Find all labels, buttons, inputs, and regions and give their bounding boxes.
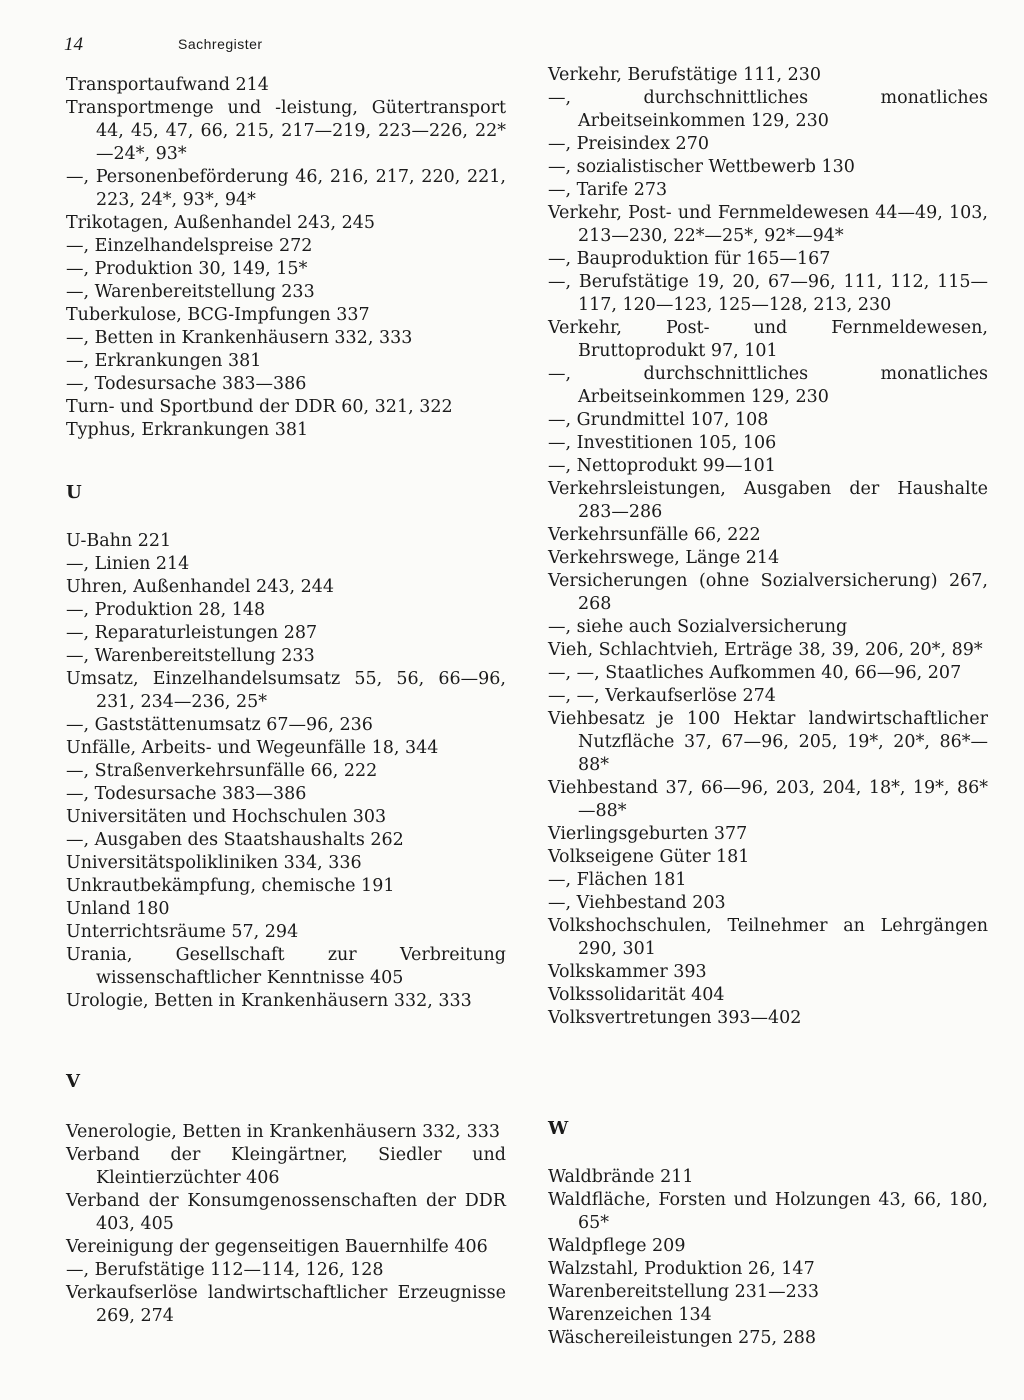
index-entry: —, siehe auch Sozialversicherung bbox=[548, 617, 848, 637]
index-entry: —, Tarife 273 bbox=[548, 180, 668, 200]
index-entry: Verkehrswege, Länge 214 bbox=[548, 548, 780, 568]
section-letter-v: V bbox=[66, 1071, 80, 1092]
index-entry: Vierlingsgeburten 377 bbox=[548, 824, 748, 844]
index-entry: Verkaufserlöse landwirtschaftlicher Erzeugnisse 269, 274 bbox=[66, 1283, 506, 1326]
index-entry: Trikotagen, Außenhandel 243, 245 bbox=[66, 213, 376, 233]
index-entry: —, Berufstätige 112—114, 126, 128 bbox=[66, 1260, 384, 1280]
index-block-w bbox=[548, 1166, 988, 1350]
index-entry: —, Erkrankungen 381 bbox=[66, 351, 262, 371]
index-entry: —, Betten in Krankenhäusern 332, 333 bbox=[66, 328, 413, 348]
index-entry: Warenbereitstellung 231—233 bbox=[548, 1282, 819, 1302]
index-entry: —, Investitionen 105, 106 bbox=[548, 433, 777, 453]
section-letter-u: U bbox=[66, 482, 82, 503]
index-entry: Waldpflege 209 bbox=[548, 1236, 686, 1256]
index-column-left bbox=[66, 74, 506, 1328]
index-entry: —, sozialistischer Wettbewerb 130 bbox=[548, 157, 855, 177]
index-entry: Verkehr, Berufstätige 111, 230 bbox=[548, 65, 822, 85]
index-entry: Turn- und Sportbund der DDR 60, 321, 322 bbox=[66, 397, 453, 417]
index-block-u bbox=[66, 530, 506, 1013]
index-entry: Venerologie, Betten in Krankenhäusern 332, 333 bbox=[66, 1122, 501, 1142]
index-entry: Uhren, Außenhandel 243, 244 bbox=[66, 577, 334, 597]
index-entry: Volkseigene Güter 181 bbox=[548, 847, 750, 867]
index-block-v bbox=[66, 1121, 506, 1328]
index-entry: Wäschereileistungen 275, 288 bbox=[548, 1328, 817, 1348]
index-entry: Unland 180 bbox=[66, 899, 170, 919]
index-entry: Walzstahl, Produktion 26, 147 bbox=[548, 1259, 815, 1279]
index-entry: —, Viehbestand 203 bbox=[548, 893, 726, 913]
index-entry: —, Flächen 181 bbox=[548, 870, 687, 890]
index-entry: —, Produktion 28, 148 bbox=[66, 600, 266, 620]
index-entry: Vereinigung der gegenseitigen Bauernhilfe 406 bbox=[66, 1237, 488, 1257]
index-entry: —, —, Staatliches Aufkommen 40, 66—96, 207 bbox=[548, 663, 962, 683]
index-entry: Viehbestand 37, 66—96, 203, 204, 18*, 19*, 86*—88* bbox=[548, 778, 988, 821]
index-entry: Unfälle, Arbeits- und Wegeunfälle 18, 344 bbox=[66, 738, 439, 758]
index-entry: —, Straßenverkehrsunfälle 66, 222 bbox=[66, 761, 378, 781]
index-entry: Unkrautbekämpfung, chemische 191 bbox=[66, 876, 395, 896]
index-entry: Verkehr, Post- und Fernmeldewesen, Bruttoprodukt 97, 101 bbox=[548, 318, 988, 361]
index-entry: Umsatz, Einzelhandelsumsatz 55, 56, 66—96, 231, 234—236, 25* bbox=[66, 669, 506, 712]
index-entry: U-Bahn 221 bbox=[66, 531, 172, 551]
index-entry: —, durchschnittliches monatliches Arbeitseinkommen 129, 230 bbox=[548, 88, 988, 131]
page-number: 14 bbox=[64, 34, 83, 55]
index-block-v-continued bbox=[548, 64, 988, 1030]
index-entry: —, —, Verkaufserlöse 274 bbox=[548, 686, 776, 706]
section-letter-w: W bbox=[548, 1118, 569, 1139]
running-head: Sachregister bbox=[178, 36, 263, 52]
index-entry: —, Produktion 30, 149, 15* bbox=[66, 259, 308, 279]
index-entry: Verband der Kleingärtner, Siedler und Kleintierzüchter 406 bbox=[66, 1145, 506, 1188]
index-entry: —, Grundmittel 107, 108 bbox=[548, 410, 769, 430]
index-entry: —, Linien 214 bbox=[66, 554, 190, 574]
index-entry: Volkssolidarität 404 bbox=[548, 985, 725, 1005]
index-entry: —, Todesursache 383—386 bbox=[66, 784, 307, 804]
index-entry: Urania, Gesellschaft zur Verbreitung wissenschaftlicher Kenntnisse 405 bbox=[66, 945, 506, 988]
index-entry: Transportaufwand 214 bbox=[66, 75, 269, 95]
index-entry: Typhus, Erkrankungen 381 bbox=[66, 420, 309, 440]
index-entry: Universitäten und Hochschulen 303 bbox=[66, 807, 387, 827]
index-entry: —, Todesursache 383—386 bbox=[66, 374, 307, 394]
index-entry: Unterrichtsräume 57, 294 bbox=[66, 922, 299, 942]
index-entry: Volksvertretungen 393—402 bbox=[548, 1008, 802, 1028]
index-entry: —, Preisindex 270 bbox=[548, 134, 709, 154]
index-entry: —, Reparaturleistungen 287 bbox=[66, 623, 318, 643]
index-entry: Volkshochschulen, Teilnehmer an Lehrgängen 290, 301 bbox=[548, 916, 988, 959]
index-entry: —, Einzelhandelspreise 272 bbox=[66, 236, 313, 256]
index-entry: Verband der Konsumgenossenschaften der DDR 403, 405 bbox=[66, 1191, 506, 1234]
index-block-t bbox=[66, 74, 506, 442]
index-entry: Verkehrsunfälle 66, 222 bbox=[548, 525, 761, 545]
index-entry: Tuberkulose, BCG-Impfungen 337 bbox=[66, 305, 370, 325]
index-entry: —, durchschnittliches monatliches Arbeitseinkommen 129, 230 bbox=[548, 364, 988, 407]
index-entry: Viehbesatz je 100 Hektar landwirtschaftlicher Nutzfläche 37, 67—96, 205, 19*, 20*, 86*—88* bbox=[548, 709, 988, 775]
index-entry: Verkehr, Post- und Fernmeldewesen 44—49, 103, 213—230, 22*—25*, 92*—94* bbox=[548, 203, 988, 246]
index-entry: Waldfläche, Forsten und Holzungen 43, 66, 180, 65* bbox=[548, 1190, 988, 1233]
index-entry: —, Warenbereitstellung 233 bbox=[66, 646, 315, 666]
index-entry: Volkskammer 393 bbox=[548, 962, 707, 982]
index-entry: —, Bauproduktion für 165—167 bbox=[548, 249, 831, 269]
index-column-right bbox=[548, 64, 988, 1350]
index-entry: —, Nettoprodukt 99—101 bbox=[548, 456, 776, 476]
index-entry: Versicherungen (ohne Sozialversicherung) 267, 268 bbox=[548, 571, 988, 614]
index-entry: Universitätspolikliniken 334, 336 bbox=[66, 853, 362, 873]
index-entry: —, Warenbereitstellung 233 bbox=[66, 282, 315, 302]
index-entry: Urologie, Betten in Krankenhäusern 332, 333 bbox=[66, 991, 472, 1011]
index-entry: Transportmenge und -leistung, Gütertransport 44, 45, 47, 66, 215, 217—219, 223—226, 22*—24*, 93* bbox=[66, 98, 506, 164]
index-entry: Warenzeichen 134 bbox=[548, 1305, 712, 1325]
index-entry: Verkehrsleistungen, Ausgaben der Haushalte 283—286 bbox=[548, 479, 988, 522]
index-entry: —, Gaststättenumsatz 67—96, 236 bbox=[66, 715, 373, 735]
index-entry: —, Berufstätige 19, 20, 67—96, 111, 112, 115—117, 120—123, 125—128, 213, 230 bbox=[548, 272, 988, 315]
index-entry: —, Personenbeförderung 46, 216, 217, 220, 221, 223, 24*, 93*, 94* bbox=[66, 167, 506, 210]
index-entry: Waldbrände 211 bbox=[548, 1167, 694, 1187]
index-entry: —, Ausgaben des Staatshaushalts 262 bbox=[66, 830, 404, 850]
index-entry: Vieh, Schlachtvieh, Erträge 38, 39, 206, 20*, 89* bbox=[548, 640, 983, 660]
